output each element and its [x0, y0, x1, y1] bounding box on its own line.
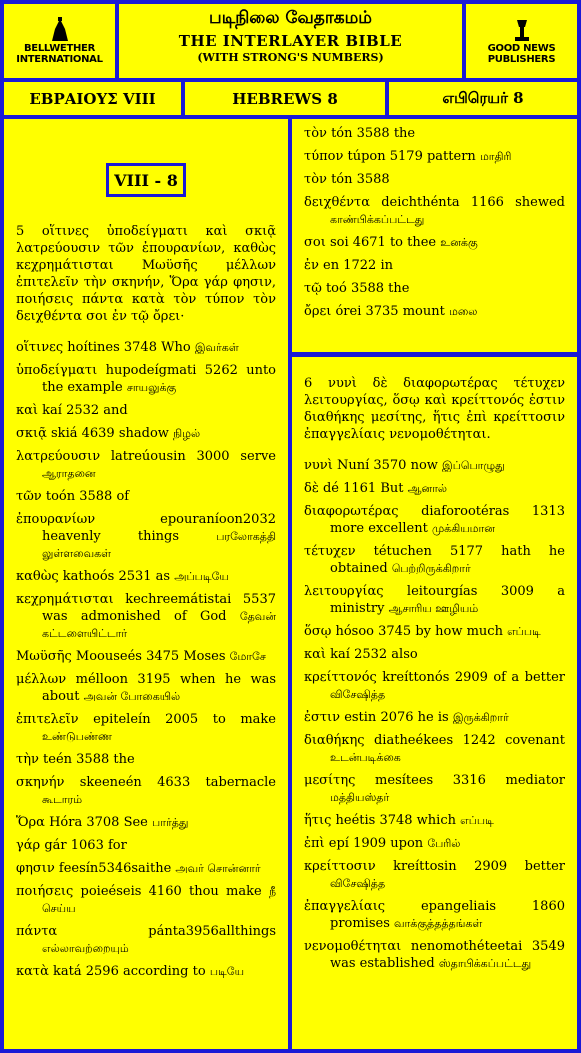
greek-word: ἐπιτελεῖν	[16, 712, 79, 727]
tamil-gloss: உண்டுபண்ண	[42, 730, 112, 743]
word-entry	[304, 257, 565, 274]
transliteration-gloss: gár 1063 for	[44, 838, 127, 853]
verse-5-text: 5 οἵτινες ὑποδείγματι καὶ σκιᾷ λατρεύουσιν τῶν ἐπουρανίων, καθὼς κεχρημάτισται Μωϋσῆς μέλλων ἐπιτελεῖν τὴν σκηνήν, Ὅρα γάρ φησιν, ποιήσεις πάντα κατὰ τὸν τύπον τὸν δειχθέντα σοι ἐν τῷ ὄρει·	[16, 224, 276, 324]
greek-word: κατὰ	[16, 964, 49, 979]
transliteration-gloss: kathoós 2531 as	[62, 569, 171, 584]
tamil-gloss: அவர் சொன்னார்	[175, 862, 261, 875]
right-bottom-entry-list	[304, 457, 565, 972]
tamil-gloss: மோசே	[229, 650, 266, 663]
transliteration-gloss: mélloon 3195 when he was about	[42, 672, 277, 704]
transliteration-gloss: mesítees 3316 mediator	[375, 773, 566, 788]
word-entry	[16, 448, 276, 482]
tamil-gloss: உனக்கு	[440, 236, 478, 249]
transliteration-gloss: hósoo 3745 by how much	[335, 624, 503, 639]
transliteration-gloss: kaí 2532 also	[330, 647, 418, 662]
greek-word: καὶ	[16, 403, 39, 418]
tamil-gloss: பரலோகத்தி லுள்ளவைகள்	[42, 530, 276, 560]
right-top-entry-list	[304, 125, 565, 320]
greek-word: ἐπουρανίων	[16, 512, 96, 527]
transliteration-gloss: tón 3588 the	[331, 126, 416, 141]
transliteration-gloss: katá 2596 according to	[53, 964, 206, 979]
word-entry	[16, 711, 276, 745]
word-entry	[16, 963, 276, 980]
greek-word: διαθήκης	[304, 733, 365, 748]
transliteration-gloss: pánta3956allthings	[148, 924, 276, 939]
bar-greek: ΕΒΡΑΙΟΥΣ VIII	[4, 82, 181, 115]
right-bottom-column	[292, 357, 577, 1049]
tamil-gloss: பார்த்து	[152, 816, 189, 829]
greek-word: νενομοθέτηται	[304, 939, 402, 954]
transliteration-gloss: toón 3588 of	[45, 489, 130, 504]
transliteration-gloss: latreúousin 3000 serve	[110, 449, 276, 464]
word-entry	[304, 543, 565, 577]
transliteration-gloss: túpon 5179 pattern	[347, 149, 476, 164]
greek-word: γάρ	[16, 838, 41, 853]
transliteration-gloss: kreíttosin 2909 better	[393, 859, 565, 874]
transliteration-gloss: kaí 2532 and	[42, 403, 128, 418]
greek-word: δὲ	[304, 481, 319, 496]
word-entry	[304, 171, 565, 188]
word-entry	[304, 772, 565, 806]
tamil-gloss: மலை	[448, 305, 478, 318]
tamil-gloss: எப்படி	[507, 625, 541, 638]
chapter-label: VIII - 8	[106, 163, 186, 197]
transliteration-gloss: kreíttonós 2909 of a better	[382, 670, 565, 685]
tamil-gloss: தேவன் கட்டளையிட்டார்	[42, 610, 276, 640]
greek-word: λειτουργίας	[304, 584, 384, 599]
greek-word: τὴν	[16, 752, 39, 767]
word-entry	[304, 125, 565, 142]
transliteration-gloss: Moouseés 3475 Moses	[75, 649, 226, 664]
greek-word: λατρεύουσιν	[16, 449, 101, 464]
greek-word: φησιν	[16, 861, 55, 876]
greek-word: τὸν	[304, 126, 327, 141]
greek-word: μέλλων	[16, 672, 67, 687]
word-entry	[16, 774, 276, 808]
title-english: THE INTERLAYER BIBLE	[178, 32, 403, 50]
word-entry	[304, 194, 565, 228]
word-entry	[304, 583, 565, 617]
transliteration-gloss: en 1722 in	[323, 258, 393, 273]
greek-word: τῷ	[304, 281, 322, 296]
transliteration-gloss: toó 3588 the	[325, 281, 410, 296]
greek-word: σκιᾷ	[16, 426, 47, 441]
title-tamil: படிநிலை வேதாகமம்	[209, 8, 372, 28]
word-entry	[16, 339, 276, 356]
greek-word: κεχρημάτισται	[16, 592, 114, 607]
word-entry	[304, 646, 565, 663]
transliteration-gloss: estin 2076 he is	[344, 710, 449, 725]
transliteration-gloss: hoítines 3748 Who	[67, 340, 191, 355]
tamil-gloss: நிழல்	[173, 427, 201, 440]
word-entry	[16, 837, 276, 854]
tamil-gloss: நீ செய்ய	[42, 885, 277, 915]
greek-word: τῶν	[16, 489, 42, 504]
tamil-gloss: வாக்குத்தத்தங்கள்	[394, 917, 483, 930]
left-column	[4, 119, 288, 1049]
word-entry	[304, 858, 565, 892]
transliteration-gloss: epí 1909 upon	[328, 836, 424, 851]
greek-word: ἐστιν	[304, 710, 341, 725]
tamil-gloss: ஆனால்	[407, 482, 448, 495]
word-entry	[16, 425, 276, 442]
greek-word: ποιήσεις	[16, 884, 74, 899]
word-entry	[16, 511, 276, 562]
greek-word: καθὼς	[16, 569, 59, 584]
greek-word: μεσίτης	[304, 773, 356, 788]
word-entry	[16, 860, 276, 877]
word-entry	[16, 568, 276, 585]
word-entry	[304, 234, 565, 251]
bar-english: HEBREWS 8	[185, 82, 385, 115]
left-entry-list	[16, 339, 276, 980]
transliteration-gloss: dé 1161 But	[322, 481, 404, 496]
transliteration-gloss: nenomothéteetai 3549 was established	[330, 939, 565, 971]
tamil-gloss: அவன் போகையில்	[83, 690, 181, 703]
word-entry	[304, 835, 565, 852]
transliteration-gloss: tón 3588	[331, 172, 390, 187]
tamil-gloss: படியே	[209, 965, 245, 978]
word-entry	[304, 503, 565, 537]
transliteration-gloss: epiteleín 2005 to make	[93, 712, 276, 727]
tamil-gloss: சாயலுக்கு	[126, 381, 177, 394]
transliteration-gloss: leitourgías 3009 a ministry	[330, 584, 565, 616]
word-entry	[304, 148, 565, 165]
tamil-gloss: எப்படி	[460, 814, 494, 827]
word-entry	[16, 488, 276, 505]
transliteration-gloss: epangeliais 1860 promises	[330, 899, 565, 931]
transliteration-gloss: deichthénta 1166 shewed	[381, 195, 565, 210]
greek-word: ἐν	[304, 258, 319, 273]
word-entry	[304, 623, 565, 640]
greek-word: πάντα	[16, 924, 58, 939]
word-entry	[16, 923, 276, 957]
tamil-gloss: மாதிரி	[479, 150, 512, 163]
tamil-gloss: எல்லாவற்றையும்	[42, 942, 129, 955]
word-entry	[304, 938, 565, 972]
tamil-gloss: ஆசாரிய ஊழியம்	[388, 602, 479, 615]
lamp-icon	[509, 17, 535, 43]
greek-word: ὑποδείγματι	[16, 363, 98, 378]
goodnews-logo	[466, 4, 577, 78]
greek-word: ὅσῳ	[304, 624, 332, 639]
word-entry	[16, 883, 276, 917]
bar-tamil: எபிரெயர் 8	[389, 82, 577, 115]
word-entry	[16, 402, 276, 419]
transliteration-gloss: teén 3588 the	[43, 752, 135, 767]
word-entry	[304, 457, 565, 474]
transliteration-gloss: tétuchen 5177 hath he obtained	[330, 544, 565, 576]
greek-word: Ὅρα	[16, 815, 45, 830]
word-entry	[16, 751, 276, 768]
greek-word: τὸν	[304, 172, 327, 187]
word-entry	[16, 814, 276, 831]
greek-word: ἐπὶ	[304, 836, 325, 851]
transliteration-gloss: diatheékees 1242 covenant	[373, 733, 565, 748]
word-entry	[304, 732, 565, 766]
title-subtitle: (WITH STRONG'S NUMBERS)	[197, 51, 384, 64]
word-entry	[16, 671, 276, 705]
greek-word: τύπον	[304, 149, 344, 164]
tamil-gloss: ஸ்தாபிக்கப்பட்டது	[438, 957, 532, 970]
tamil-gloss: இருக்கிறார்	[452, 711, 509, 724]
word-entry	[16, 362, 276, 396]
tamil-gloss: இப்பொழுது	[442, 459, 505, 472]
greek-word: σοι	[304, 235, 326, 250]
transliteration-gloss: skiá 4639 shadow	[51, 426, 169, 441]
transliteration-gloss: skeeneén 4633 tabernacle	[79, 775, 277, 790]
tamil-gloss: கூடாரம்	[42, 793, 83, 806]
tamil-gloss: விசேஷித்த	[330, 877, 386, 890]
transliteration-gloss: feesín5346saithe	[58, 861, 172, 876]
word-entry	[304, 812, 565, 829]
word-entry	[16, 591, 276, 642]
tamil-gloss: பேரில்	[427, 837, 461, 850]
word-entry	[304, 898, 565, 932]
bell-icon	[47, 17, 73, 43]
word-entry	[304, 669, 565, 703]
transliteration-gloss: hupodeígmati 5262 unto the example	[42, 363, 276, 395]
greek-word: ἥτις	[304, 813, 332, 828]
greek-word: τέτυχεν	[304, 544, 356, 559]
word-entry	[16, 648, 276, 665]
right-top-column	[292, 119, 577, 352]
greek-word: καὶ	[304, 647, 327, 662]
tamil-gloss: அப்படியே	[174, 570, 229, 583]
greek-word: κρείττοσιν	[304, 859, 376, 874]
greek-word: οἵτινες	[16, 340, 64, 355]
greek-word: Μωϋσῆς	[16, 649, 72, 664]
transliteration-gloss: poieéseis 4160 thou make	[80, 884, 262, 899]
word-entry	[304, 280, 565, 297]
transliteration-gloss: epouraníoon2032 heavenly things	[42, 512, 276, 544]
transliteration-gloss: Hóra 3708 See	[49, 815, 148, 830]
greek-word: κρείττονός	[304, 670, 377, 685]
transliteration-gloss: soi 4671 to thee	[329, 235, 437, 250]
transliteration-gloss: Nuní 3570 now	[336, 458, 438, 473]
greek-word: σκηνήν	[16, 775, 65, 790]
tamil-gloss: இவர்கள்	[194, 341, 239, 354]
transliteration-gloss: diaforootéras 1313 more excellent	[330, 504, 565, 536]
tamil-gloss: உடன்படிக்கை	[330, 751, 401, 764]
header-title-box	[119, 4, 462, 78]
left-logo-text: BELLWETHER INTERNATIONAL	[16, 43, 103, 65]
transliteration-gloss: kechreemátistai 5537 was admonished of God	[42, 592, 276, 624]
tamil-gloss: ஆராதனை	[42, 467, 96, 480]
transliteration-gloss: órei 3735 mount	[335, 304, 445, 319]
word-entry	[304, 480, 565, 497]
tamil-gloss: முக்கியமான	[431, 522, 495, 535]
tamil-gloss: மத்தியஸ்தர்	[330, 791, 390, 804]
tamil-gloss: பெற்றிருக்கிறார்	[391, 562, 471, 575]
word-entry	[304, 709, 565, 726]
greek-word: διαφορωτέρας	[304, 504, 399, 519]
greek-word: δειχθέντα	[304, 195, 370, 210]
verse-6-text: 6 νυνὶ δὲ διαφορωτέρας τέτυχεν λειτουργίας, ὅσῳ καὶ κρείττονός ἐστιν διαθήκης μεσίτης, ἥτις ἐπὶ κρείττοσιν ἐπαγγελίαις νενομοθέτηται.	[304, 376, 565, 442]
greek-word: ἐπαγγελίαις	[304, 899, 386, 914]
greek-word: ὄρει	[304, 304, 332, 319]
word-entry	[304, 303, 565, 320]
right-logo-text: GOOD NEWS PUBLISHERS	[487, 43, 556, 65]
bellwether-logo	[4, 4, 115, 78]
transliteration-gloss: heétis 3748 which	[335, 813, 456, 828]
tamil-gloss: காண்பிக்கப்பட்டது	[330, 213, 425, 226]
greek-word: νυνὶ	[304, 458, 333, 473]
tamil-gloss: விசேஷித்த	[330, 688, 386, 701]
